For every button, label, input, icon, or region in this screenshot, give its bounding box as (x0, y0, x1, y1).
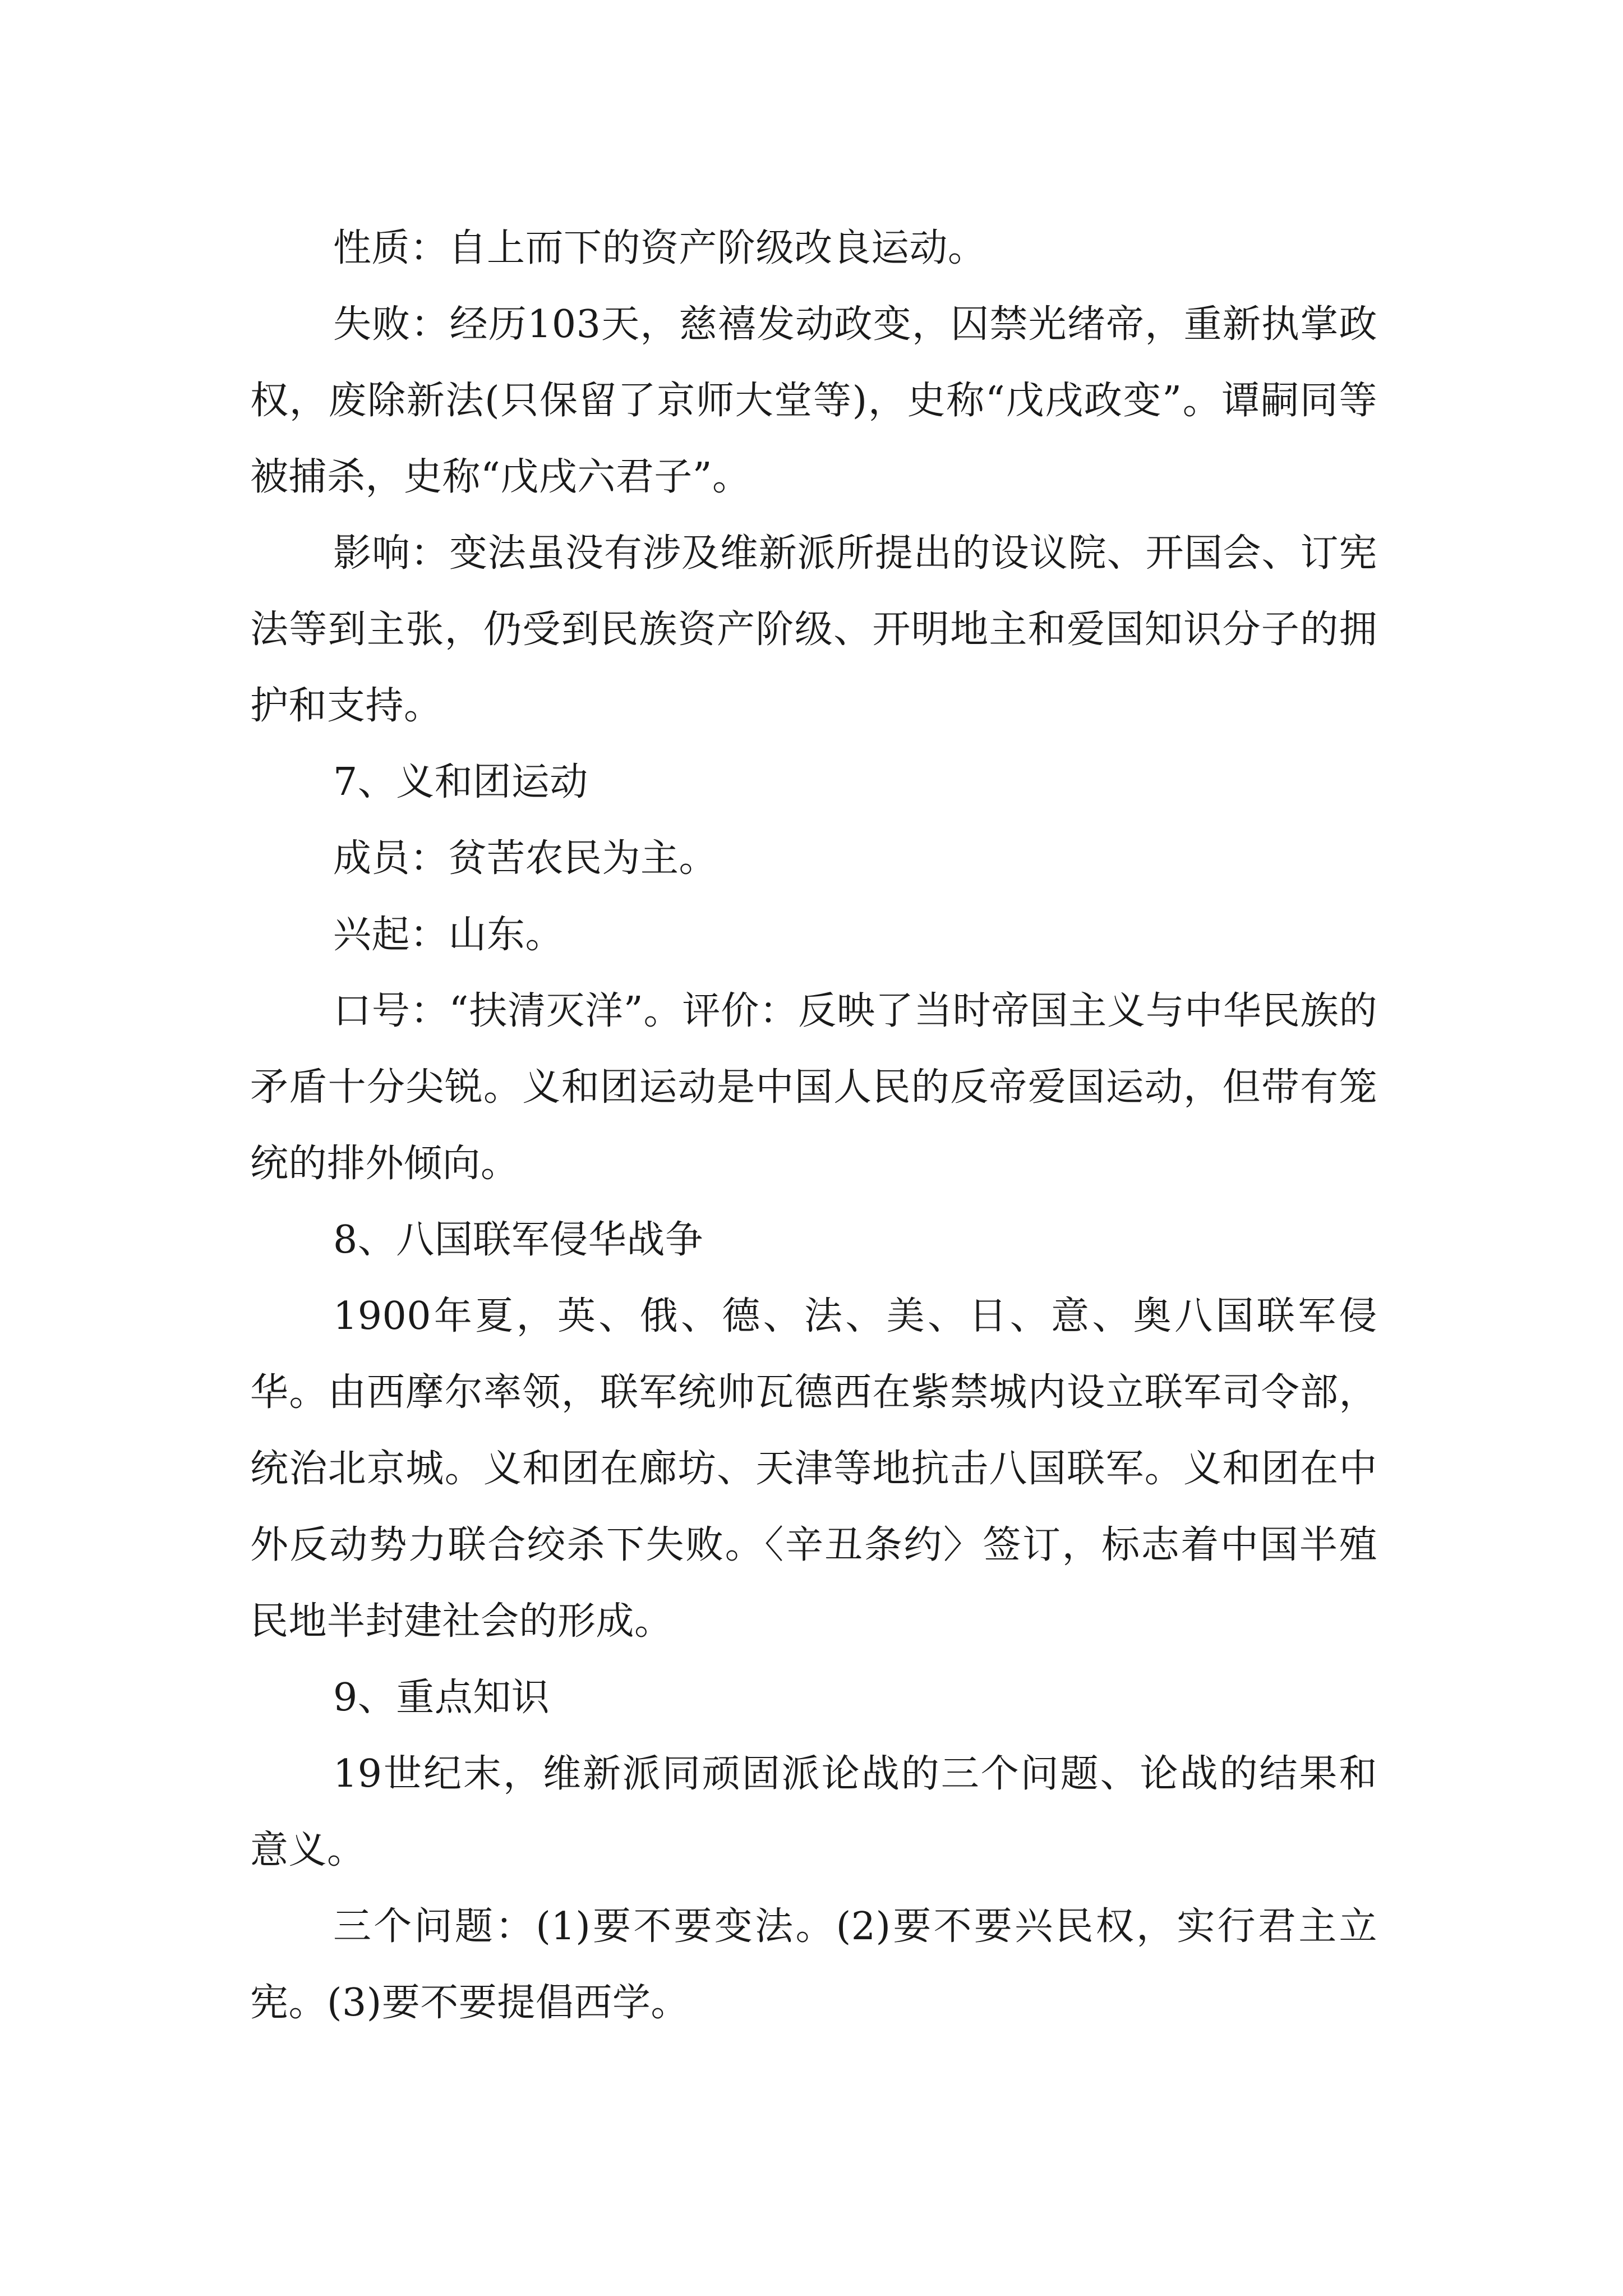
paragraph-nature: 性质：自上而下的资产阶级改良运动。 (333, 226, 986, 270)
paragraph-members: 成员：贫苦农民为主。 (333, 836, 718, 881)
paragraph-three-questions: 三个问题：(1)要不要变法。(2)要不要兴民权，实行君主立宪。(3)要不要提倡西学。 (250, 1904, 1377, 2025)
paragraph-invasion-1900: 1900年夏，英、俄、德、法、美、日、意、奥八国联军侵华。由西摩尔率领，联军统帅瓦德西在紫禁城内设立联军司令部，统治北京城。义和团在廊坊、天津等地抗击八国联军。义和团在中外反动势力联合绞杀下失败。〈辛丑条约〉签订，标志着中国半殖民地半封建社会的形成。 (250, 1294, 1377, 1644)
paragraph-slogan: 口号：“扶清灭洋”。评价：反映了当时帝国主义与中华民族的矛盾十分尖锐。义和团运动是中国人民的反帝爱国运动，但带有笼统的排外倾向。 (250, 989, 1377, 1186)
paragraph-debate: 19世纪末，维新派同顽固派论战的三个问题、论战的结果和意义。 (250, 1752, 1377, 1872)
heading-key-knowledge: 9、重点知识 (333, 1676, 550, 1720)
heading-eight-nation-alliance: 8、八国联军侵华战争 (333, 1218, 704, 1262)
paragraph-failure: 失败：经历103天，慈禧发动政变，囚禁光绪帝，重新执掌政权，废除新法(只保留了京师大堂等)，史称“戊戌政变”。谭嗣同等被捕杀，史称“戊戌六君子”。 (250, 302, 1377, 499)
paragraph-origin: 兴起：山东。 (333, 913, 564, 957)
paragraph-impact: 影响：变法虽没有涉及维新派所提出的设议院、开国会、订宪法等到主张，仍受到民族资产阶级、开明地主和爱国知识分子的拥护和支持。 (250, 531, 1377, 728)
document-body (250, 210, 1377, 2041)
heading-boxer-movement: 7、义和团运动 (333, 760, 588, 804)
